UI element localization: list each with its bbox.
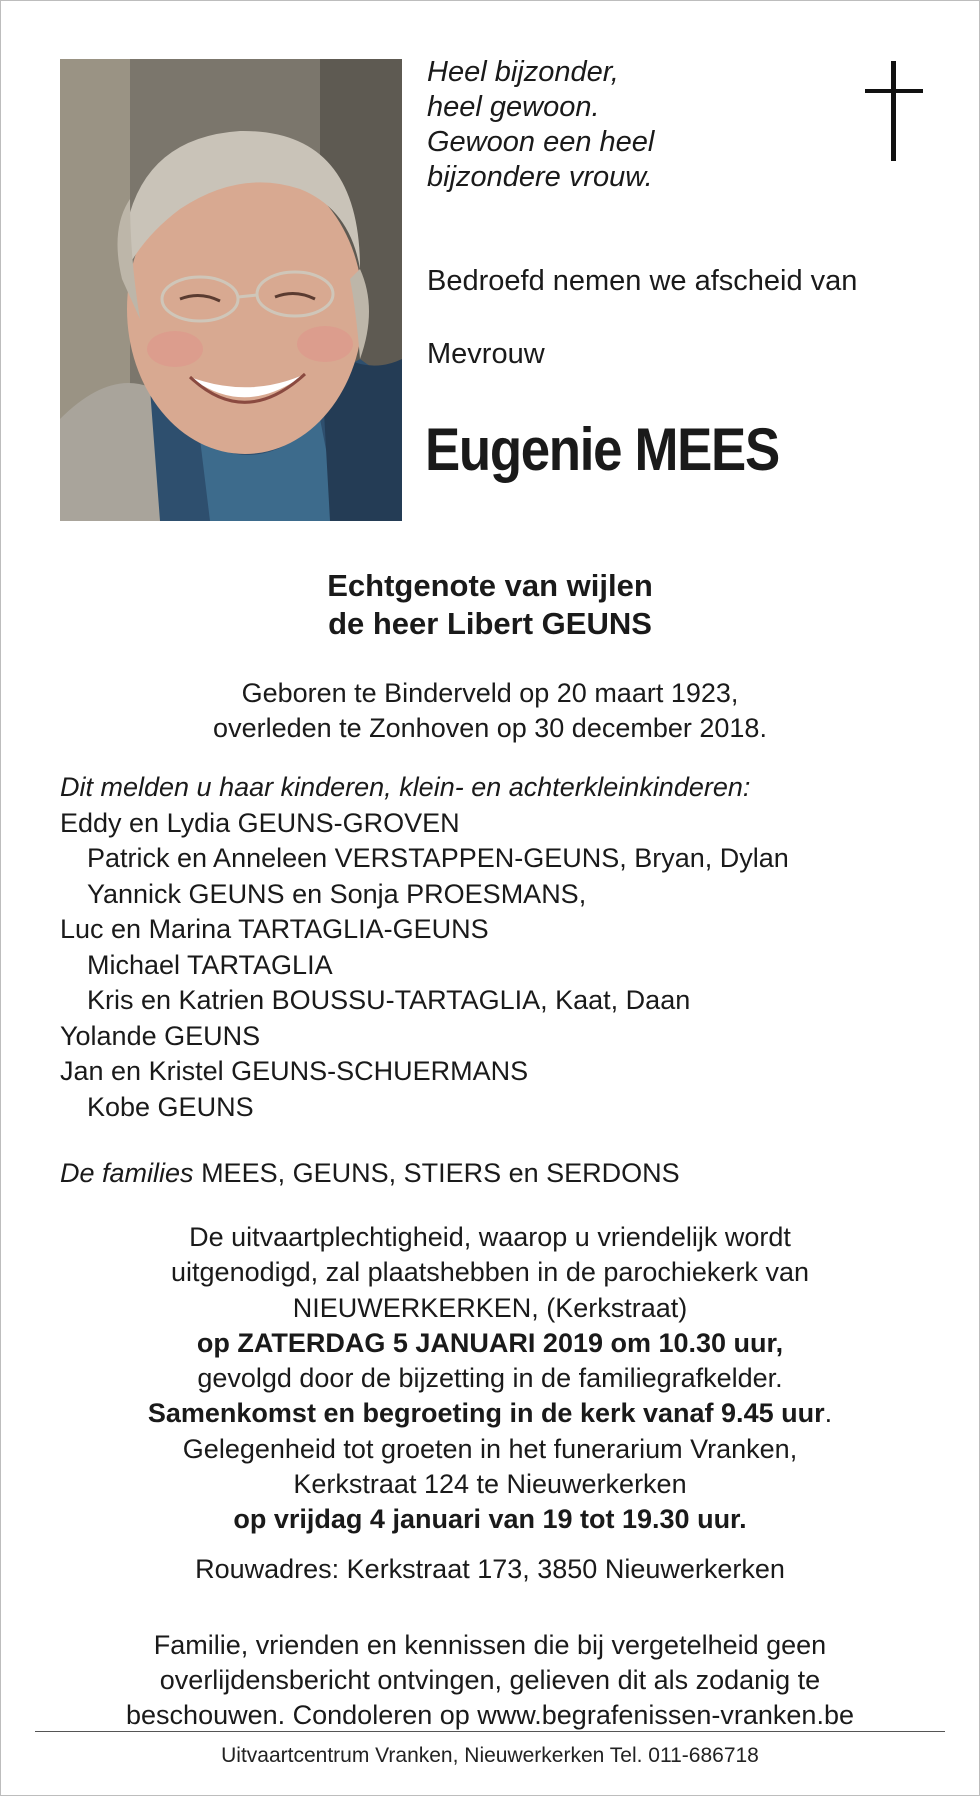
notice-block <box>1 1628 979 1733</box>
motto-line: Heel bijzonder, <box>427 56 619 88</box>
motto-line: heel gewoon. <box>427 91 600 123</box>
ceremony-line: Gelegenheid tot groeten in het funerarium Vranken, <box>182 1433 798 1464</box>
family-member: Kris en Katrien BOUSSU-TARTAGLIA, Kaat, Daan <box>87 985 691 1015</box>
spouse-line: Echtgenote van wijlen <box>327 568 653 603</box>
mourning-address: Rouwadres: Kerkstraat 173, 3850 Nieuwerkerken <box>195 1554 785 1584</box>
family-member: Patrick en Anneleen VERSTAPPEN-GEUNS, Bryan, Dylan <box>87 843 789 873</box>
notice-line: beschouwen. Condoleren op www.begrafenissen-vranken.be <box>126 1700 854 1730</box>
gathering-line <box>1 1396 979 1431</box>
visitation-datetime: op vrijdag 4 januari van 19 tot 19.30 uur. <box>233 1504 747 1535</box>
ceremony-line: NIEUWERKERKEN, (Kerkstraat) <box>292 1292 688 1323</box>
family-member: Eddy en Lydia GEUNS-GROVEN <box>60 807 460 838</box>
notice-line: Familie, vrienden en kennissen die bij vergetelheid geen <box>153 1630 827 1660</box>
families-prefix: De families <box>60 1158 194 1188</box>
ceremony-datetime: op ZATERDAG 5 JANUARI 2019 om 10.30 uur, <box>196 1327 784 1358</box>
life-dates <box>1 676 979 746</box>
gathering-text: Samenkomst en begroeting in de kerk vanaf 9.45 uur <box>147 1398 825 1429</box>
motto-quote <box>427 55 654 195</box>
farewell-intro: Bedroefd nemen we afscheid van <box>427 265 858 297</box>
family-intro: Dit melden u haar kinderen, klein- en achterkleinkinderen: <box>60 772 751 802</box>
cross-icon <box>865 61 923 161</box>
footer-credit: Uitvaartcentrum Vranken, Nieuwerkerken Tel. 011-686718 <box>221 1744 759 1767</box>
family-member: Jan en Kristel GEUNS-SCHUERMANS <box>60 1056 529 1086</box>
honorific: Mevrouw <box>427 338 545 370</box>
death-line: overleden te Zonhoven op 30 december 2018. <box>213 713 767 743</box>
family-member: Yannick GEUNS en Sonja PROESMANS, <box>87 878 587 909</box>
notice-line: overlijdensbericht ontvingen, gelieven dit als zodanig te <box>159 1665 821 1695</box>
spouse-block <box>1 567 979 643</box>
spouse-line: de heer Libert GEUNS <box>328 606 652 641</box>
motto-line: Gewoon een heel <box>427 126 655 158</box>
family-member: Kobe GEUNS <box>87 1091 254 1122</box>
gathering-period: . <box>824 1398 833 1429</box>
ceremony-line: gevolgd door de bijzetting in de familiegrafkelder. <box>197 1363 783 1394</box>
families-line <box>60 1158 680 1189</box>
ceremony-line: De uitvaartplechtigheid, waarop u vriendelijk wordt <box>189 1222 791 1252</box>
family-member: Yolande GEUNS <box>60 1020 261 1051</box>
family-member: Michael TARTAGLIA <box>87 949 333 980</box>
ceremony-line: Kerkstraat 124 te Nieuwerkerken <box>293 1469 687 1500</box>
deceased-name: Eugenie MEES <box>425 416 779 483</box>
footer-divider <box>35 1731 945 1732</box>
birth-line: Geboren te Binderveld op 20 maart 1923, <box>241 678 739 708</box>
motto-line: bijzondere vrouw. <box>427 161 653 193</box>
family-member: Luc en Marina TARTAGLIA-GEUNS <box>60 914 489 944</box>
ceremony-details <box>1 1220 979 1538</box>
families-names: MEES, GEUNS, STIERS en SERDONS <box>201 1158 680 1188</box>
ceremony-line: uitgenodigd, zal plaatshebben in de parochiekerk van <box>171 1257 809 1288</box>
portrait-photo <box>60 59 402 521</box>
family-list <box>60 770 789 1125</box>
